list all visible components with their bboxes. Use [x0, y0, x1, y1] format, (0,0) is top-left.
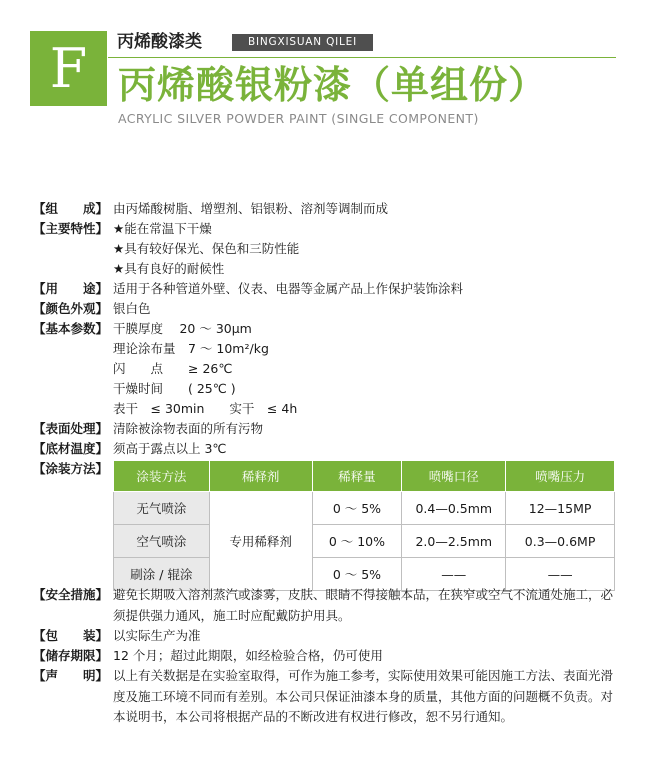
drying-values: 表干 ≤ 30min 实干 ≤ 4h	[113, 401, 298, 416]
nozzle-cell: 2.0—2.5mm	[402, 525, 506, 558]
method-cell: 无气喷涂	[114, 492, 210, 525]
substrate-temp-label: 【底材温度】	[33, 441, 109, 456]
nozzle-cell: ——	[402, 558, 506, 591]
composition-label: 【组 成】	[33, 201, 109, 216]
thinner-cell: 专用稀释剂	[209, 492, 312, 591]
statement-label: 【声 明】	[33, 668, 109, 683]
storage-label: 【储存期限】	[33, 648, 109, 663]
feature-item: ★能在常温下干燥	[113, 221, 212, 236]
usage-value: 适用于各种管道外壁、仪表、电器等金属产品上作保护装饰涂料	[113, 281, 464, 296]
safety-label: 【安全措施】	[33, 587, 109, 602]
substrate-temp-value: 须高于露点以上 3℃	[113, 441, 227, 456]
feature-item: ★具有较好保光、保色和三防性能	[113, 241, 300, 256]
table-header-cell: 喷嘴口径	[402, 461, 506, 492]
usage-label: 【用 途】	[33, 281, 109, 296]
storage-value: 12 个月；超过此期限，如经检验合格，仍可使用	[113, 648, 383, 663]
table-row	[114, 525, 615, 558]
flash-point: 闪 点 ≥ 26℃	[113, 361, 233, 376]
surface-value: 清除被涂物表面的所有污物	[113, 421, 264, 436]
table-header-cell: 稀释剂	[209, 461, 312, 492]
table-header-row	[114, 461, 615, 492]
table-header-cell: 稀释量	[312, 461, 402, 492]
drying-time: 干燥时间 ( 25℃ )	[113, 381, 236, 396]
table-row	[114, 492, 615, 525]
product-letter-badge: F	[30, 31, 107, 106]
coverage: 理论涂布量 7 ～ 10m²/kg	[113, 341, 269, 356]
amount-cell: 0 ～ 5%	[312, 558, 402, 591]
safety-value: 避免长期吸入溶剂蒸汽或漆雾，皮肤、眼睛不得接触本品，在狭窄或空气不流通处施工，必须提供强力通风，施工时应配戴防护用具。	[113, 587, 614, 623]
composition-value: 由丙烯酸树脂、增塑剂、铝银粉、溶剂等调制而成	[113, 201, 389, 216]
pressure-cell: 0.3—0.6MP	[506, 525, 615, 558]
params-label: 【基本参数】	[33, 321, 109, 336]
color-label: 【颜色外观】	[33, 301, 109, 316]
packaging-value: 以实际生产为准	[113, 628, 201, 643]
application-label: 【涂装方法】	[33, 461, 109, 476]
amount-cell: 0 ～ 10%	[312, 525, 402, 558]
amount-cell: 0 ～ 5%	[312, 492, 402, 525]
nozzle-cell: 0.4—0.5mm	[402, 492, 506, 525]
category-title: 丙烯酸漆类	[117, 32, 202, 52]
method-cell: 刷涂 / 辊涂	[114, 558, 210, 591]
film-thickness: 干膜厚度 20 ～ 30μm	[113, 321, 252, 336]
category-pinyin-tag: BINGXISUAN QILEI	[232, 34, 373, 51]
surface-label: 【表面处理】	[33, 421, 109, 436]
application-table	[113, 460, 615, 591]
product-subtitle: ACRYLIC SILVER POWDER PAINT (SINGLE COMPONENT)	[118, 111, 479, 126]
header-divider	[108, 57, 616, 58]
product-title: 丙烯酸银粉漆（单组份）	[118, 63, 548, 107]
packaging-label: 【包 装】	[33, 628, 109, 643]
method-cell: 空气喷涂	[114, 525, 210, 558]
table-header-cell: 涂装方法	[114, 461, 210, 492]
features-label: 【主要特性】	[33, 221, 109, 236]
color-value: 银白色	[113, 301, 151, 316]
statement-value: 以上有关数据是在实验室取得，可作为施工参考，实际使用效果可能因施工方法、表面光滑度及施工环境不同而有差别。本公司只保证油漆本身的质量，其他方面的问题概不负责。对本说明书，本公司将根据产品的不断改进有权进行修改，恕不另行通知。	[113, 668, 614, 724]
pressure-cell: ——	[506, 558, 615, 591]
pressure-cell: 12—15MP	[506, 492, 615, 525]
table-header-cell: 喷嘴压力	[506, 461, 615, 492]
feature-item: ★具有良好的耐候性	[113, 261, 225, 276]
